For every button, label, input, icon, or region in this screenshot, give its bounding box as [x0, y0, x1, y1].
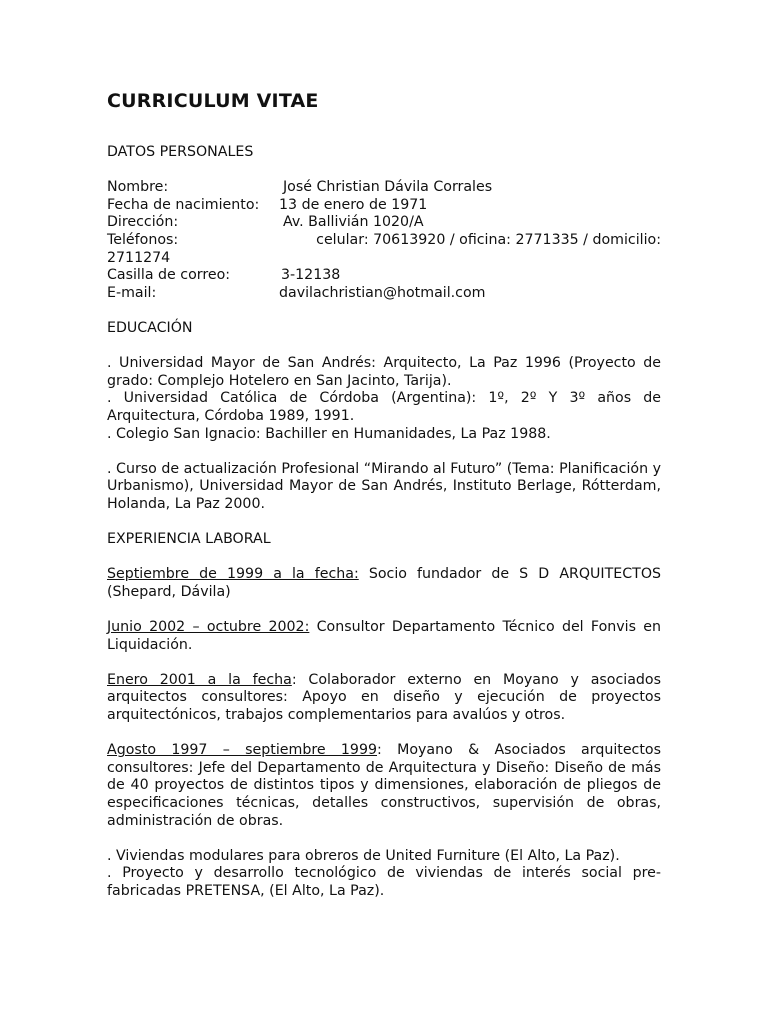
- experience-heading: EXPERIENCIA LABORAL: [107, 531, 271, 548]
- field-address: [107, 214, 661, 232]
- field-label: Casilla de correo:: [107, 267, 231, 284]
- experience-text: Socio fundador de S D ARQUITECTOS (Shepard, Dávila): [107, 566, 661, 600]
- field-phones-continued: [107, 250, 661, 268]
- field-label: 2711274: [107, 249, 171, 266]
- project-item: . Proyecto y desarrollo tecnológico de viviendas de interés social pre-fabricadas PRETENSA, (El Alto, La Paz).: [107, 865, 661, 899]
- field-label: E-mail:: [107, 284, 157, 301]
- field-birthdate: [107, 197, 661, 215]
- field-email: [107, 285, 661, 303]
- project-item: . Viviendas modulares para obreros de United Furniture (El Alto, La Paz).: [107, 847, 620, 864]
- field-label: Fecha de nacimiento:: [107, 196, 260, 213]
- field-value: celular: 70613920 / oficina: 2771335 / domicilio:: [316, 231, 661, 248]
- field-value: 3-12138: [281, 267, 341, 284]
- experience-period: Agosto 1997 – septiembre 1999: [107, 742, 377, 759]
- document-title: CURRICULUM VITAE: [107, 90, 319, 112]
- experience-entry: [107, 619, 661, 654]
- field-value: 13 de enero de 1971: [279, 196, 428, 213]
- experience-period: Enero 2001 a la fecha: [107, 671, 292, 688]
- experience-entry: [107, 566, 661, 601]
- field-value: Av. Ballivián 1020/A: [283, 214, 424, 231]
- experience-period: Septiembre de 1999 a la fecha:: [107, 566, 359, 583]
- education-item: . Universidad Católica de Córdoba (Argentina): 1º, 2º Y 3º años de Arquitectura, Córdoba 1989, 1991.: [107, 390, 661, 424]
- field-value: José Christian Dávila Corrales: [283, 179, 493, 196]
- education-heading: EDUCACIÓN: [107, 319, 193, 336]
- document-page: [107, 88, 661, 901]
- email-link[interactable]: davilachristian@hotmail.com: [279, 284, 486, 301]
- experience-text: : Colaborador externo en Moyano y asociados arquitectos consultores: Apoyo en diseño y ejecución de proyectos arquitectónicos, trabajos complementarios para avalúos y otros.: [107, 671, 661, 723]
- education-item: . Colegio San Ignacio: Bachiller en Humanidades, La Paz 1988.: [107, 425, 551, 442]
- experience-text: Consultor Departamento Técnico del Fonvis en Liquidación.: [107, 619, 661, 653]
- personal-heading: DATOS PERSONALES: [107, 144, 254, 160]
- field-po-box: [107, 267, 661, 285]
- field-label: Teléfonos:: [107, 231, 179, 248]
- field-name: [107, 179, 661, 197]
- experience-period: Junio 2002 – octubre 2002:: [107, 619, 310, 636]
- education-item: . Universidad Mayor de San Andrés: Arquitecto, La Paz 1996 (Proyecto de grado: Complejo Hotelero en San Jacinto, Tarija).: [107, 355, 661, 389]
- field-label: Nombre:: [107, 179, 169, 196]
- education-course: . Curso de actualización Profesional “Mirando al Futuro” (Tema: Planificación y Urbanismo), Universidad Mayor de San Andrés, Instituto Berlage, Rótterdam, Holanda, La Paz 2000.: [107, 460, 661, 512]
- field-label: Dirección:: [107, 214, 179, 231]
- experience-entry: [107, 742, 661, 830]
- experience-entry: [107, 672, 661, 725]
- experience-text: : Moyano & Asociados arquitectos consultores: Jefe del Departamento de Arquitectura y Diseño: Diseño de más de 40 proyectos de distintos tipos y dimensiones, elaboración de pliegos de especificaciones técnicas, detalles constructivos, supervisión de obras, administración de obras.: [107, 742, 661, 829]
- field-phones: [107, 232, 661, 250]
